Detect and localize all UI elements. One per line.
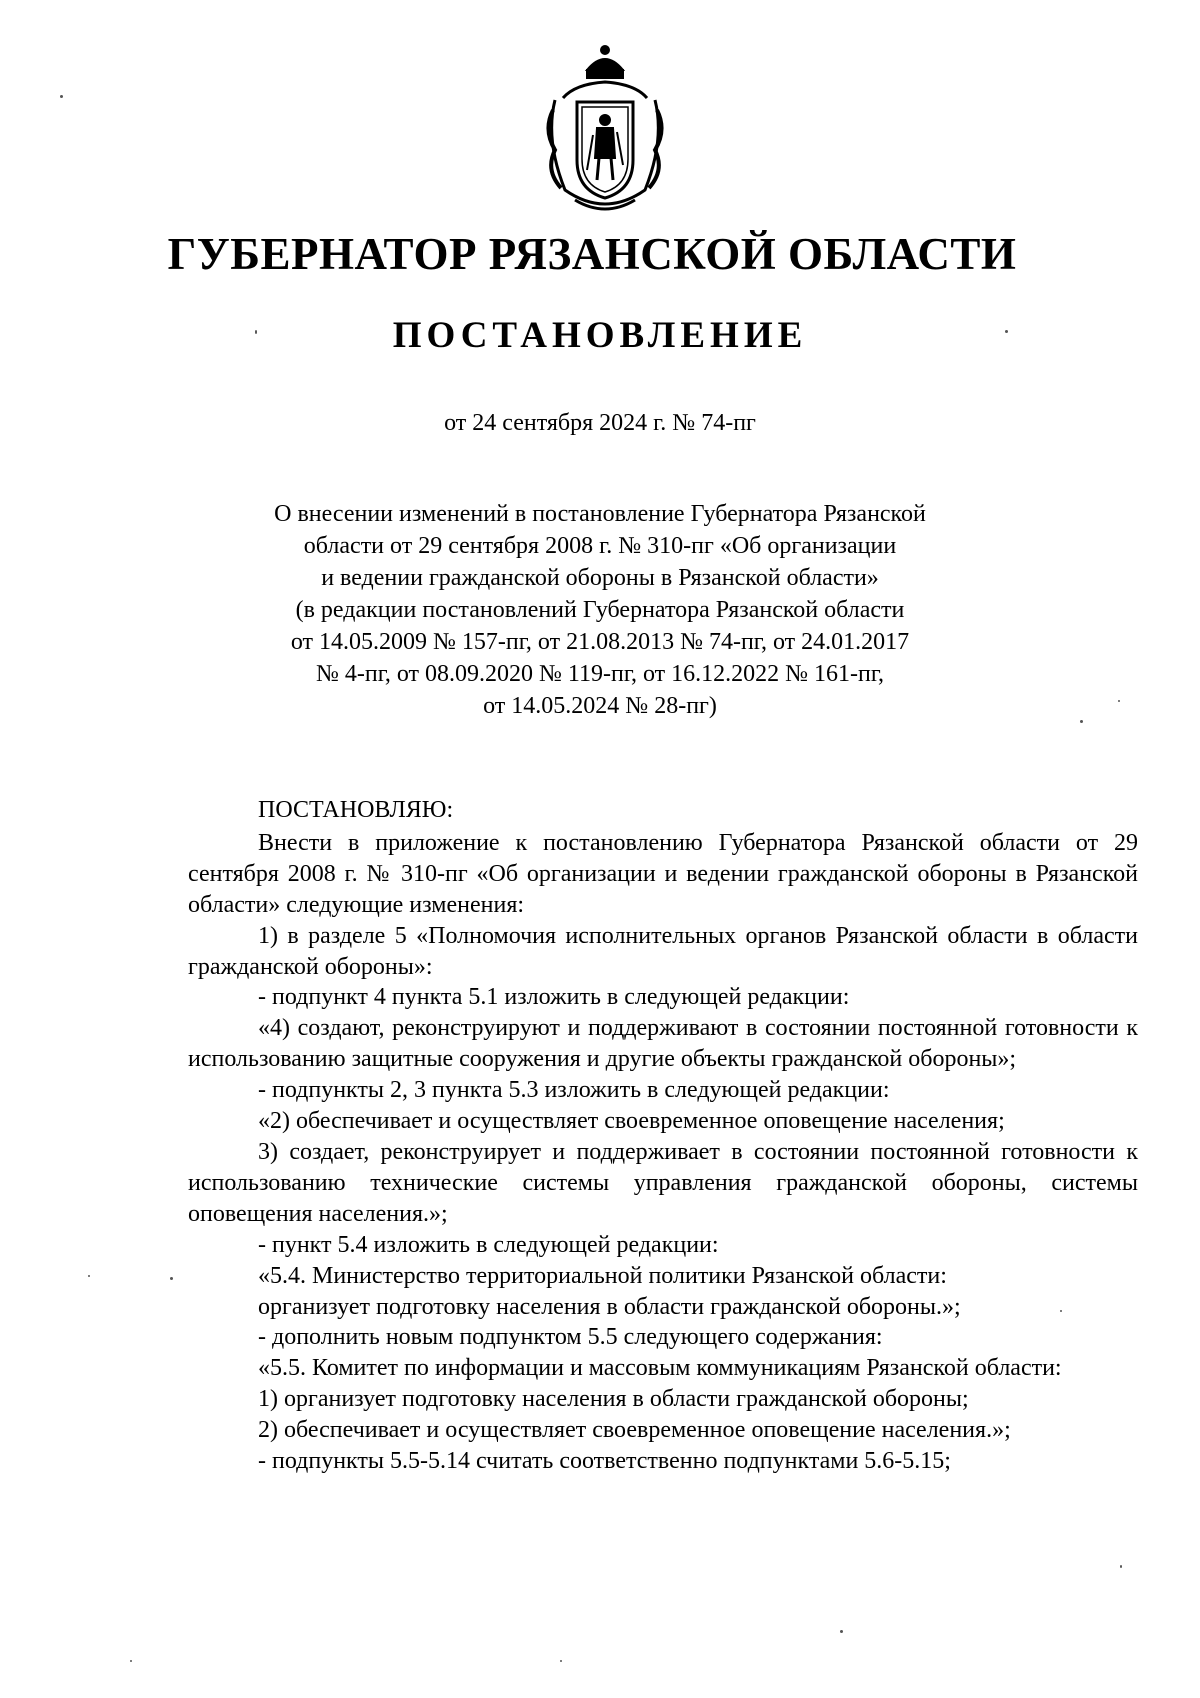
body-paragraph: «5.4. Министерство территориальной политики Рязанской области: xyxy=(258,1262,947,1289)
body-paragraph: 3) создает, реконструирует и поддерживает в состоянии постоянной готовности к использованию технические системы управления гражданской обороны, системы оповещения населения.»; xyxy=(188,1138,1138,1227)
scan-speck xyxy=(60,95,63,98)
body-paragraph: Внести в приложение к постановлению Губернатора Рязанской области от 29 сентября 2008 г. № 310-пг «Об организации и ведении гражданской обороны в Рязанской области» следующие изменения: xyxy=(188,829,1138,918)
body-paragraph: организует подготовку населения в области гражданской обороны.»; xyxy=(258,1293,961,1320)
scan-speck xyxy=(1080,720,1083,723)
document-title xyxy=(200,498,1000,722)
title-line: № 4-пг, от 08.09.2020 № 119-пг, от 16.12.2022 № 161-пг, xyxy=(315,661,885,687)
decree-word: ПОСТАНОВЛЯЮ: xyxy=(258,797,454,823)
scan-speck xyxy=(170,1277,173,1280)
title-line: области от 29 сентября 2008 г. № 310-пг «Об организации xyxy=(303,533,897,559)
title-line: от 14.05.2024 № 28-пг) xyxy=(483,693,717,719)
scan-speck xyxy=(1060,1310,1062,1312)
document-date-number: от 24 сентября 2024 г. № 74-пг xyxy=(444,410,756,436)
scan-speck xyxy=(130,1660,132,1662)
body-paragraph: 1) в разделе 5 «Полномочия исполнительных органов Рязанской области в области гражданской обороны»: xyxy=(188,922,1138,980)
title-line: (в редакции постановлений Губернатора Рязанской области xyxy=(295,597,905,623)
title-line: от 14.05.2009 № 157-пг, от 21.08.2013 № 74-пг, от 24.01.2017 xyxy=(290,629,910,655)
scan-speck xyxy=(1120,1565,1122,1568)
body-paragraph: - пункт 5.4 изложить в следующей редакции: xyxy=(258,1231,719,1258)
scan-speck xyxy=(560,1660,562,1662)
scan-speck xyxy=(1005,330,1008,333)
body-paragraph: 1) организует подготовку населения в области гражданской обороны; xyxy=(258,1386,969,1413)
body-paragraph: «2) обеспечивает и осуществляет своевременное оповещение населения; xyxy=(258,1108,1005,1135)
scan-speck xyxy=(255,330,257,334)
body-paragraph: 2) обеспечивает и осуществляет своевременное оповещение населения.»; xyxy=(258,1417,1011,1444)
body-paragraph: - дополнить новым подпунктом 5.5 следующего содержания: xyxy=(258,1324,883,1351)
body-paragraph: - подпункты 5.5-5.14 считать соответственно подпунктами 5.6-5.15; xyxy=(258,1448,951,1475)
body-paragraph: «4) создают, реконструируют и поддерживают в состоянии постоянной готовности к использованию защитные сооружения и другие объекты гражданской обороны»; xyxy=(188,1015,1138,1073)
scan-speck xyxy=(88,1275,90,1277)
body-paragraph: - подпункты 2, 3 пункта 5.3 изложить в следующей редакции: xyxy=(258,1077,890,1104)
scan-speck xyxy=(1118,700,1120,702)
document-body xyxy=(188,795,1138,1477)
title-line: и ведении гражданской обороны в Рязанской области» xyxy=(321,565,879,591)
scan-speck xyxy=(840,1630,843,1633)
issuing-authority: ГУБЕРНАТОР РЯЗАНСКОЙ ОБЛАСТИ xyxy=(167,229,1017,279)
body-paragraph: - подпункт 4 пункта 5.1 изложить в следующей редакции: xyxy=(258,984,850,1011)
title-line: О внесении изменений в постановление Губернатора Рязанской xyxy=(274,501,926,527)
body-paragraph: «5.5. Комитет по информации и массовым коммуникациям Рязанской области: xyxy=(258,1355,1062,1382)
coat-of-arms-emblem xyxy=(535,40,675,220)
document-type: ПОСТАНОВЛЕНИЕ xyxy=(392,315,808,356)
